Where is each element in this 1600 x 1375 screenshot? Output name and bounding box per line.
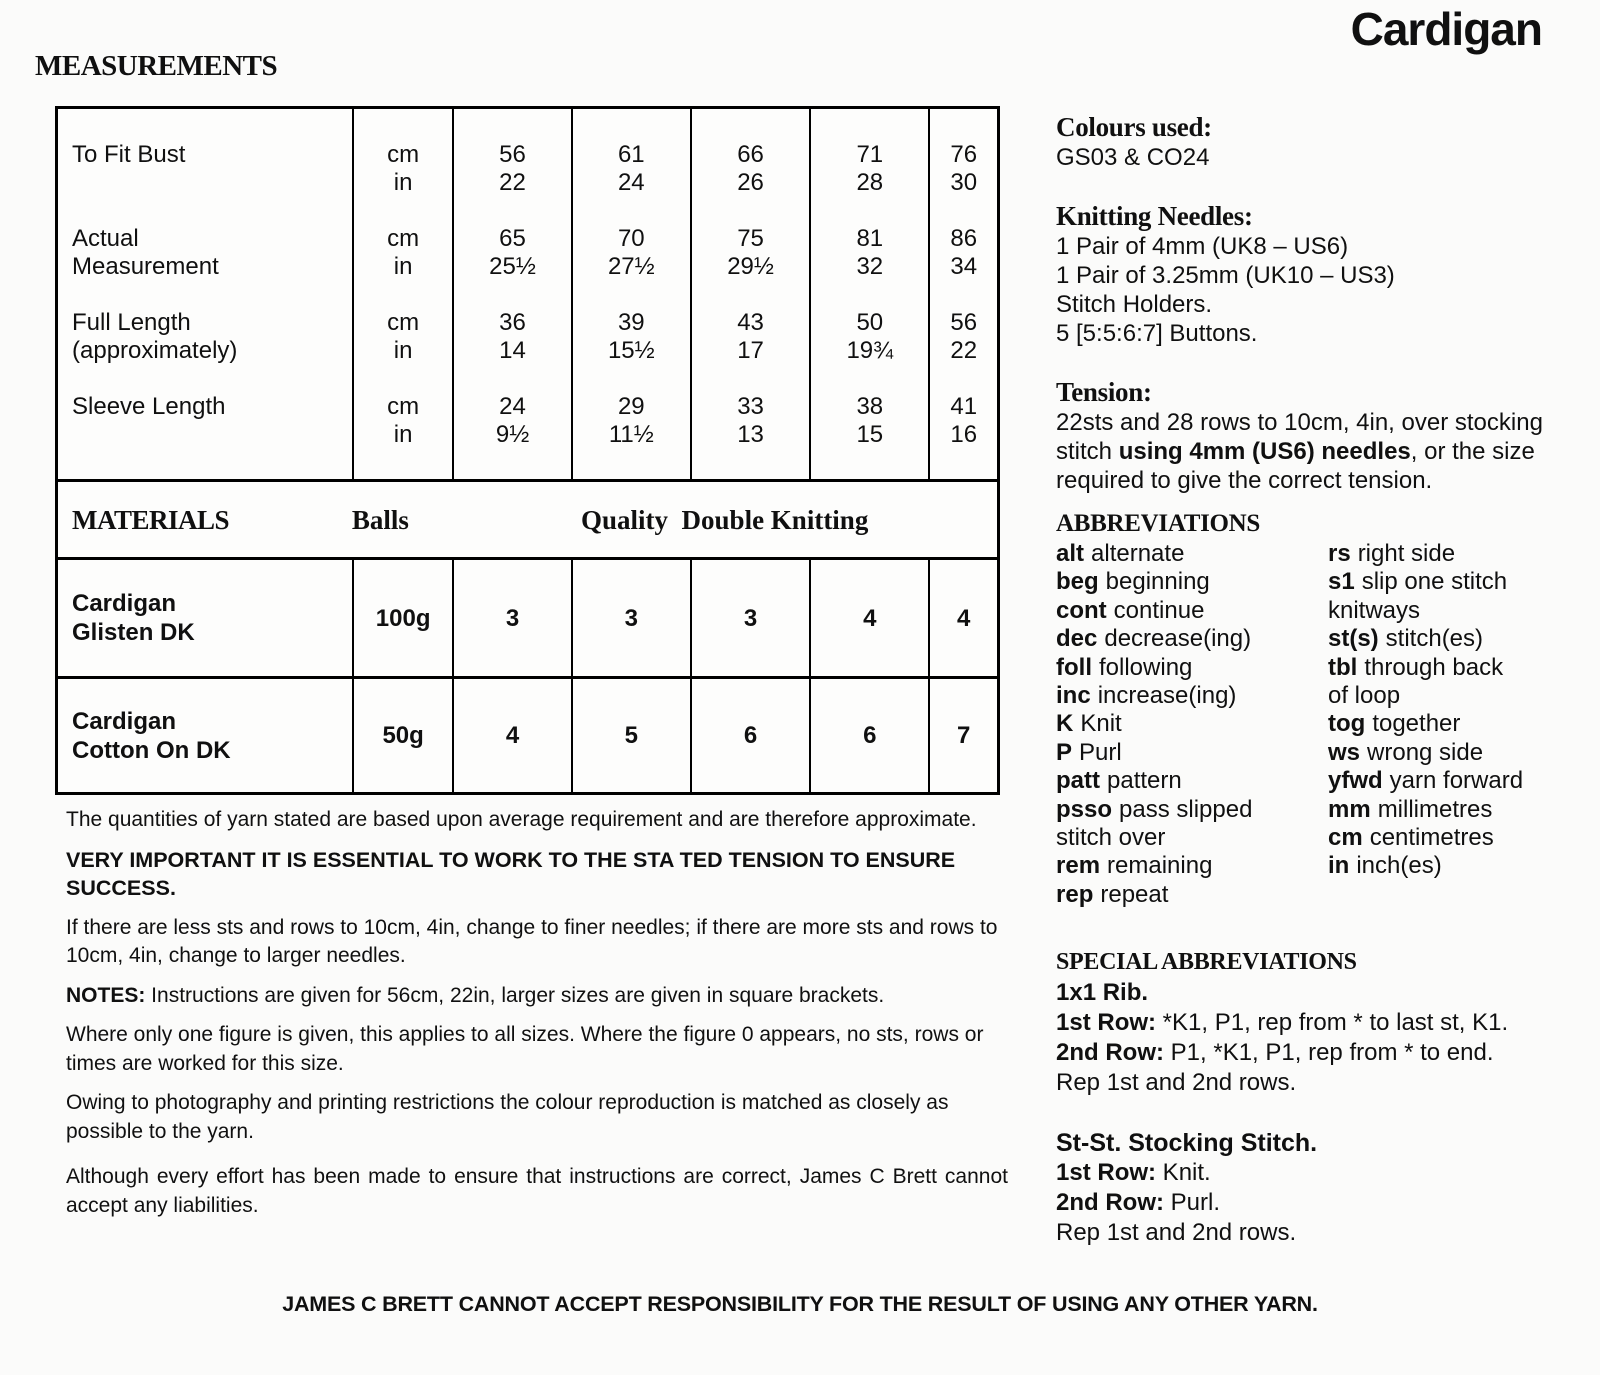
abbr-text: together xyxy=(1372,710,1461,738)
abbr-entry-continuation xyxy=(1328,597,1552,625)
row-label-bold: 1st Row: xyxy=(1056,1009,1157,1037)
row-label-line1: To Fit Bust xyxy=(72,141,186,168)
abbr-text: through back xyxy=(1364,653,1504,681)
in-value: 28 xyxy=(856,169,884,196)
stst-row-1 xyxy=(1056,1158,1552,1188)
note-notes xyxy=(66,982,1008,1011)
size-cell xyxy=(452,109,570,225)
in-value: 17 xyxy=(737,337,764,364)
tension-block xyxy=(1056,377,1552,495)
yarn-label-line2: Cotton On DK xyxy=(72,736,231,764)
row-instruction: Knit. xyxy=(1156,1159,1211,1187)
size-cell xyxy=(690,225,809,309)
cm-value: 71 xyxy=(856,141,884,168)
size-cell xyxy=(928,225,997,309)
in-value: 9½ xyxy=(495,421,530,448)
note-quantities: The quantities of yarn stated are based upon average requirement and are therefore approximate. xyxy=(66,808,977,831)
cm-value: 56 xyxy=(950,309,978,336)
cm-value: 33 xyxy=(737,393,764,420)
unit-cell xyxy=(352,225,452,309)
abbr-entry xyxy=(1328,568,1552,596)
in-value: 34 xyxy=(950,253,978,280)
note-tension-adjust: If there are less sts and rows to 10cm, 4in, change to finer needles; if there are more sts and rows to 10cm, 4in, change to larger needles. xyxy=(66,915,998,967)
abbreviations-left-column xyxy=(1056,540,1328,909)
yarn-label-line2: Glisten DK xyxy=(72,619,195,646)
needles-line: 1 Pair of 3.25mm (UK10 – US3) xyxy=(1056,262,1395,289)
notes-label: NOTES: xyxy=(66,983,146,1007)
in-value: 15 xyxy=(856,421,884,448)
abbreviations-columns xyxy=(1056,540,1552,909)
abbr-text: beginning xyxy=(1105,568,1210,596)
ball-size-cell: 50g xyxy=(352,676,452,792)
abbr-text: stitch(es) xyxy=(1385,625,1484,653)
size-cell xyxy=(809,225,928,309)
abbr-entry xyxy=(1328,739,1552,767)
row-label-line2: (approximately) xyxy=(72,337,238,364)
size-cell xyxy=(928,393,997,479)
abbr-text: knitways xyxy=(1328,596,1421,624)
abbr-key: patt xyxy=(1056,767,1100,795)
abbr-key: P xyxy=(1056,738,1073,766)
note-very-important: VERY IMPORTANT IT IS ESSENTIAL TO WORK TO THE STA TED TENSION TO ENSURE SUCCESS. xyxy=(66,847,956,900)
abbr-key: mm xyxy=(1328,795,1371,823)
footer-disclaimer: JAMES C BRETT CANNOT ACCEPT RESPONSIBILITY FOR THE RESULT OF USING ANY OTHER YARN. xyxy=(282,1292,1318,1316)
abbr-text: pattern xyxy=(1107,767,1182,795)
abbr-entry xyxy=(1328,824,1552,852)
needles-heading: Knitting Needles: xyxy=(1056,201,1253,231)
note-one-figure: Where only one figure is given, this applies to all sizes. Where the figure 0 appears, no sts, rows or times are worked for this size. xyxy=(66,1023,984,1075)
row-label-bold: 2nd Row: xyxy=(1056,1189,1164,1217)
measurements-section xyxy=(58,109,997,479)
abbr-text: stitch over xyxy=(1056,824,1166,852)
abbr-entry xyxy=(1056,682,1328,710)
yarn-label xyxy=(58,560,352,676)
stst-repeat xyxy=(1056,1218,1552,1248)
abbr-text: wrong side xyxy=(1367,738,1484,766)
unit-cm: cm xyxy=(387,141,420,168)
cm-value: 66 xyxy=(737,141,764,168)
abbreviations-right-column xyxy=(1328,540,1552,909)
abbr-entry-continuation xyxy=(1056,824,1328,852)
abbr-key: in xyxy=(1328,852,1350,880)
needles-line: 1 Pair of 4mm (UK8 – US6) xyxy=(1056,233,1349,260)
abbr-key: beg xyxy=(1056,568,1099,596)
abbr-key: cm xyxy=(1328,824,1363,852)
needles-block xyxy=(1056,201,1552,348)
abbr-key: st(s) xyxy=(1328,625,1379,653)
abbr-entry xyxy=(1328,625,1552,653)
balls-count-cell: 4 xyxy=(809,560,928,676)
cm-value: 70 xyxy=(617,225,645,252)
abbr-key: alt xyxy=(1056,540,1085,567)
abbr-entry xyxy=(1056,710,1328,738)
in-value: 16 xyxy=(950,421,978,448)
abbr-entry xyxy=(1056,796,1328,824)
abbr-key: yfwd xyxy=(1328,767,1383,795)
abbr-text: repeat xyxy=(1100,880,1169,908)
size-cell xyxy=(809,109,928,225)
balls-count-cell: 5 xyxy=(571,676,690,792)
abbr-text: decrease(ing) xyxy=(1104,625,1252,653)
in-value: 25½ xyxy=(489,253,536,280)
abbr-entry xyxy=(1328,540,1552,568)
balls-count-cell: 3 xyxy=(690,560,809,676)
measurements-table xyxy=(55,106,1000,795)
page-title: Cardigan xyxy=(1350,3,1542,55)
row-instruction: P1, *K1, P1, rep from * to end. xyxy=(1164,1039,1494,1067)
balls-heading: Balls xyxy=(351,505,409,535)
cm-value: 65 xyxy=(499,225,526,252)
abbr-key: foll xyxy=(1056,653,1092,681)
unit-cell xyxy=(352,309,452,393)
in-value: 13 xyxy=(737,421,764,448)
in-value: 11½ xyxy=(608,421,654,448)
materials-heading: MATERIALS xyxy=(72,505,230,535)
yarn-label xyxy=(58,676,352,792)
needles-line: Stitch Holders. xyxy=(1056,291,1213,318)
cm-value: 56 xyxy=(499,141,526,168)
rib-title: 1x1 Rib. xyxy=(1056,979,1149,1007)
in-value: 22 xyxy=(950,337,978,364)
row-label xyxy=(58,393,352,479)
size-cell xyxy=(452,393,570,479)
balls-count-cell: 3 xyxy=(571,560,690,676)
colours-block xyxy=(1056,112,1552,172)
size-cell xyxy=(571,309,690,393)
in-value: 32 xyxy=(856,253,884,280)
ball-size-cell: 100g xyxy=(352,560,452,676)
abbr-key: K xyxy=(1056,710,1074,738)
size-cell xyxy=(571,393,690,479)
abbr-key: dec xyxy=(1056,625,1098,653)
quality-heading: Quality Double Knitting xyxy=(581,505,869,535)
row-label-line1: Sleeve Length xyxy=(72,393,226,420)
abbr-entry xyxy=(1056,625,1328,653)
cm-value: 29 xyxy=(617,393,645,420)
abbr-key: ws xyxy=(1328,738,1361,766)
size-cell xyxy=(452,225,570,309)
tension-text xyxy=(1056,408,1552,495)
abbr-entry xyxy=(1056,739,1328,767)
abbr-entry xyxy=(1056,568,1328,596)
row-label-line1: Full Length xyxy=(72,309,191,336)
abbr-entry xyxy=(1328,796,1552,824)
abbr-text: inch(es) xyxy=(1356,852,1442,880)
tension-text-bold: using 4mm (US6) needles xyxy=(1118,438,1411,465)
row-label xyxy=(58,109,352,225)
abbr-text: remaining xyxy=(1107,852,1213,880)
cm-value: 61 xyxy=(617,141,645,168)
notes-section xyxy=(66,806,1008,1231)
special-abbreviations-block xyxy=(1056,948,1552,1248)
abbr-entry xyxy=(1056,654,1328,682)
cm-value: 50 xyxy=(856,309,884,336)
unit-cm: cm xyxy=(387,393,420,420)
abbr-text: Knit xyxy=(1080,710,1122,738)
rib-repeat xyxy=(1056,1068,1552,1098)
materials-section xyxy=(58,560,997,792)
abbr-key: s1 xyxy=(1328,568,1355,596)
unit-cm: cm xyxy=(387,225,420,252)
abbr-entry xyxy=(1328,710,1552,738)
row-instruction: Purl. xyxy=(1164,1189,1221,1217)
size-cell xyxy=(571,109,690,225)
size-cell xyxy=(571,225,690,309)
abbr-key: psso xyxy=(1056,795,1113,823)
row-label-bold: 1st Row: xyxy=(1056,1159,1157,1187)
right-column xyxy=(1056,112,1552,1248)
size-cell xyxy=(690,109,809,225)
abbr-entry xyxy=(1056,881,1328,909)
cm-value: 38 xyxy=(856,393,884,420)
abbr-key: tbl xyxy=(1328,653,1358,681)
in-value: 27½ xyxy=(607,253,655,280)
row-instruction: Rep 1st and 2nd rows. xyxy=(1056,1219,1297,1247)
balls-count-cell: 7 xyxy=(928,676,997,792)
abbr-text: Purl xyxy=(1079,738,1122,766)
abbr-text: yarn forward xyxy=(1389,767,1524,795)
abbr-entry xyxy=(1056,852,1328,880)
abbr-text: millimetres xyxy=(1377,795,1493,823)
row-label-bold: 2nd Row: xyxy=(1056,1039,1164,1067)
abbr-text: pass slipped xyxy=(1119,795,1253,823)
stocking-stitch-title: St-St. Stocking Stitch. xyxy=(1056,1129,1318,1158)
unit-in: in xyxy=(393,253,413,280)
abbr-key: cont xyxy=(1056,596,1107,624)
needles-line: 5 [5:5:6:7] Buttons. xyxy=(1056,320,1258,347)
size-cell xyxy=(690,309,809,393)
colours-value: GS03 & CO24 xyxy=(1056,144,1210,171)
cm-value: 43 xyxy=(737,309,764,336)
in-value: 22 xyxy=(499,169,526,196)
row-instruction: *K1, P1, rep from * to last st, K1. xyxy=(1156,1009,1509,1037)
abbr-entry xyxy=(1328,654,1552,682)
row-label-line2: Measurement xyxy=(72,253,219,280)
cm-value: 39 xyxy=(617,309,645,336)
tension-text-part3: , or the size required to give the correct tension. xyxy=(1056,438,1535,494)
abbr-text: increase(ing) xyxy=(1097,682,1237,710)
size-cell xyxy=(809,309,928,393)
abbr-text: following xyxy=(1099,653,1193,681)
abbr-text: centimetres xyxy=(1369,824,1494,852)
rib-row-1 xyxy=(1056,1008,1552,1038)
size-cell xyxy=(928,309,997,393)
abbreviations-block xyxy=(1056,510,1552,909)
size-cell xyxy=(809,393,928,479)
in-value: 30 xyxy=(950,169,978,196)
yarn-label-line1: Cardigan xyxy=(72,707,177,735)
abbr-key: tog xyxy=(1328,710,1366,738)
yarn-label-line1: Cardigan xyxy=(72,590,177,617)
row-label xyxy=(58,225,352,309)
abbr-key: rem xyxy=(1056,852,1101,880)
cm-value: 86 xyxy=(950,225,978,252)
abbr-entry-continuation xyxy=(1328,682,1552,710)
balls-count-cell: 6 xyxy=(809,676,928,792)
note-photography: Owing to photography and printing restrictions the colour reproduction is matched as closely as possible to the yarn. xyxy=(66,1091,949,1143)
row-instruction: Rep 1st and 2nd rows. xyxy=(1056,1069,1297,1097)
balls-count-cell: 6 xyxy=(690,676,809,792)
unit-cm: cm xyxy=(387,309,420,336)
abbr-key: rep xyxy=(1056,880,1094,908)
abbr-entry xyxy=(1056,540,1328,568)
abbr-text: of loop xyxy=(1328,682,1401,710)
size-cell xyxy=(928,109,997,225)
cm-value: 81 xyxy=(856,225,884,252)
in-value: 14 xyxy=(499,337,526,364)
cm-value: 24 xyxy=(499,393,526,420)
abbr-text: continue xyxy=(1113,596,1205,624)
row-label-line1: Actual xyxy=(72,225,139,252)
balls-count-cell: 3 xyxy=(452,560,570,676)
abbr-text: slip one stitch xyxy=(1361,568,1508,596)
tension-heading: Tension: xyxy=(1056,377,1152,407)
balls-count-cell: 4 xyxy=(928,560,997,676)
tension-text-part1: 22sts and 28 rows to 10cm, 4in, over stocking stitch xyxy=(1056,409,1543,465)
rib-row-2 xyxy=(1056,1038,1552,1068)
in-value: 29½ xyxy=(727,253,774,280)
abbr-entry xyxy=(1056,767,1328,795)
special-abbreviations-heading: SPECIAL ABBREVIATIONS xyxy=(1056,949,1357,976)
abbr-entry xyxy=(1328,767,1552,795)
unit-in: in xyxy=(393,169,413,196)
unit-in: in xyxy=(393,421,413,448)
abbr-key: rs xyxy=(1328,540,1351,567)
measurements-heading: MEASUREMENTS xyxy=(35,50,278,82)
abbr-text: alternate xyxy=(1091,540,1185,567)
in-value: 15½ xyxy=(607,337,655,364)
colours-heading: Colours used: xyxy=(1056,112,1212,142)
abbr-entry xyxy=(1328,852,1552,880)
materials-header-row xyxy=(58,479,997,560)
unit-in: in xyxy=(393,337,413,364)
abbr-entry xyxy=(1056,597,1328,625)
in-value: 24 xyxy=(617,169,645,196)
row-label xyxy=(58,309,352,393)
cm-value: 36 xyxy=(499,309,526,336)
stst-row-2 xyxy=(1056,1188,1552,1218)
balls-count-cell: 4 xyxy=(452,676,570,792)
size-cell xyxy=(452,309,570,393)
abbr-text: right side xyxy=(1357,540,1456,567)
note-liability: Although every effort has been made to ensure that instructions are correct, James C Brett cannot accept any liabilities. xyxy=(66,1165,1008,1217)
size-cell xyxy=(690,393,809,479)
abbreviations-heading: ABBREVIATIONS xyxy=(1056,510,1261,537)
notes-text: Instructions are given for 56cm, 22in, larger sizes are given in square brackets. xyxy=(145,983,885,1007)
cm-value: 76 xyxy=(950,141,978,168)
unit-cell xyxy=(352,393,452,479)
abbr-key: inc xyxy=(1056,682,1091,710)
unit-cell xyxy=(352,109,452,225)
in-value: 19¾ xyxy=(846,337,894,364)
cm-value: 75 xyxy=(737,225,764,252)
cm-value: 41 xyxy=(950,393,978,420)
in-value: 26 xyxy=(737,169,764,196)
